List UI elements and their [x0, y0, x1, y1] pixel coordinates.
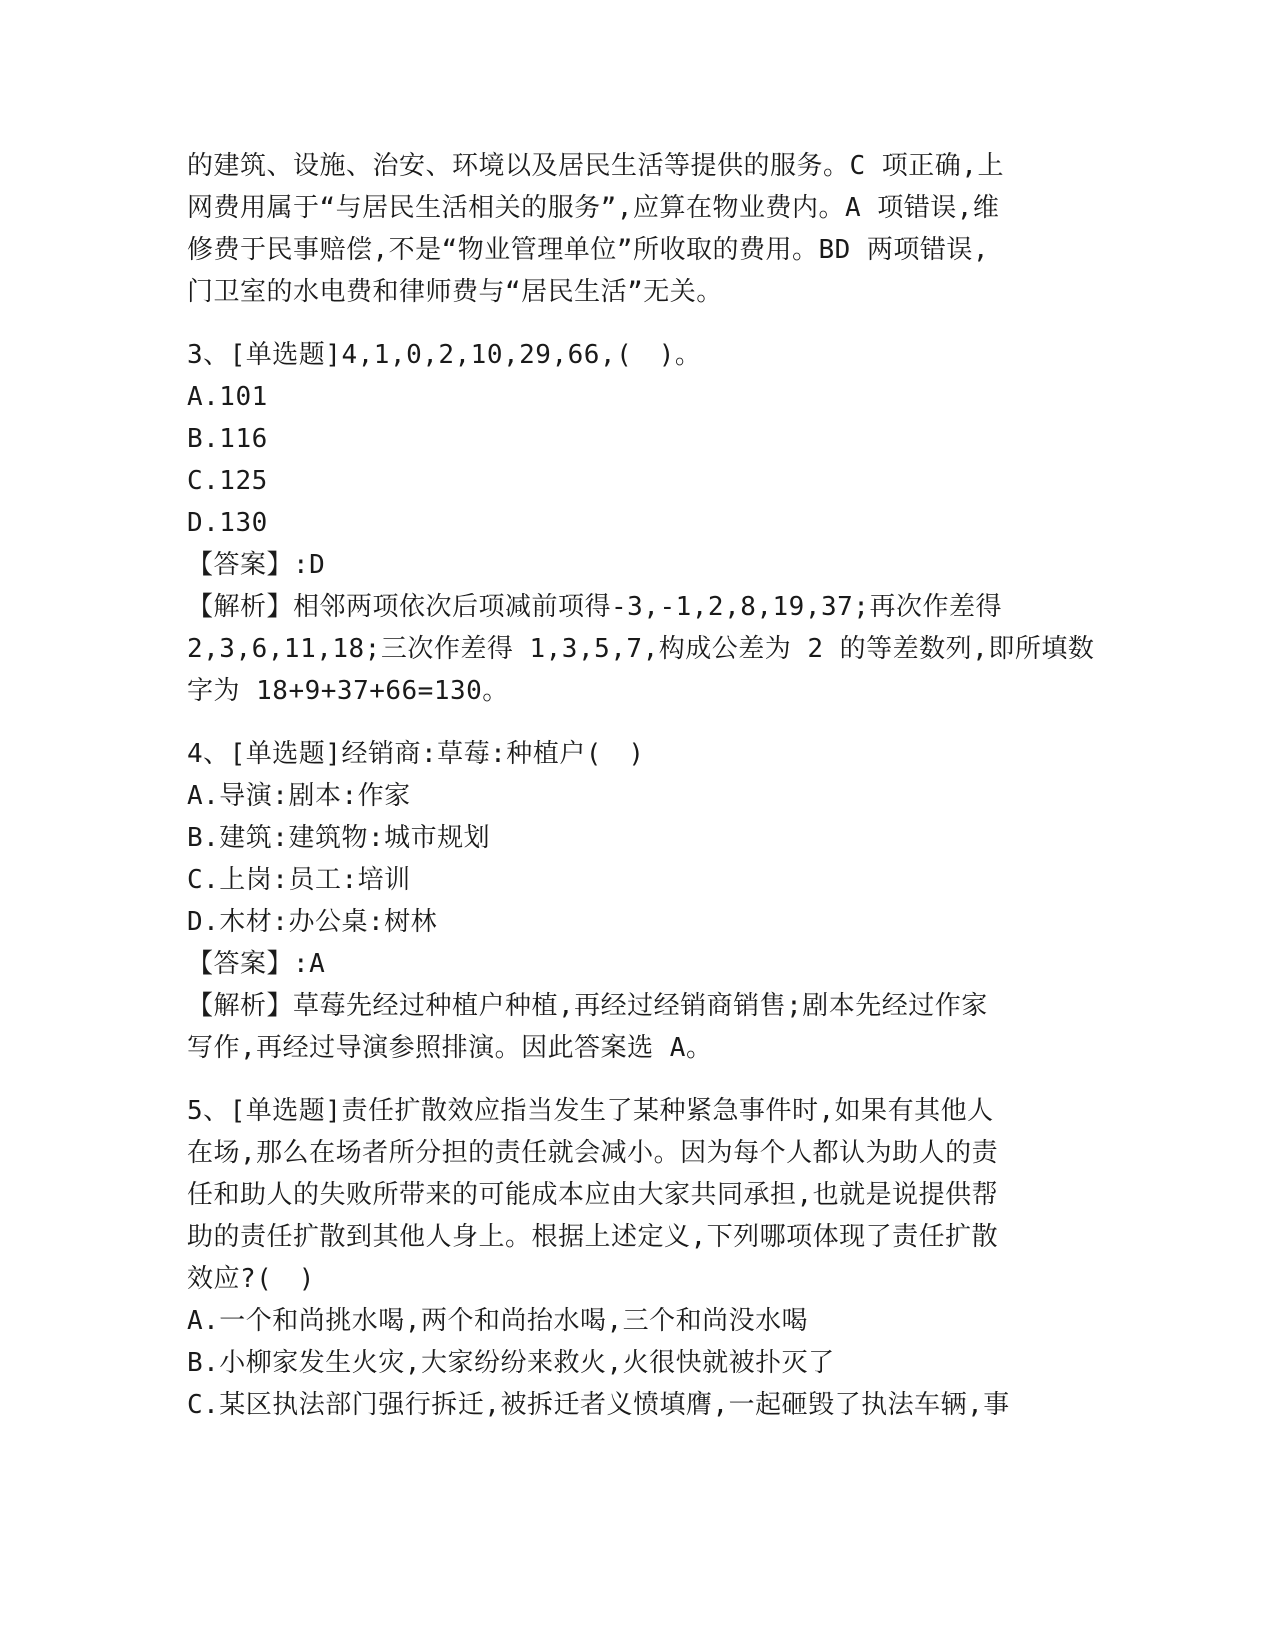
- explanation-line: 的建筑、设施、治安、环境以及居民生活等提供的服务。C 项正确,上: [187, 151, 1004, 181]
- question-5-stem: 在场,那么在场者所分担的责任就会减小。因为每个人都认为助人的责: [187, 1138, 999, 1168]
- explanation-line: 修费于民事赔偿,不是“物业管理单位”所收取的费用。BD 两项错误,: [187, 235, 990, 265]
- question-4-analysis: 【解析】草莓先经过种植户种植,再经过经销商销售;剧本先经过作家: [187, 991, 988, 1021]
- question-3-option-a: A.101: [187, 382, 268, 412]
- question-3-analysis: 字为 18+9+37+66=130。: [187, 676, 509, 706]
- question-3-option-d: D.130: [187, 508, 268, 538]
- question-4-option-c: C.上岗:员工:培训: [187, 865, 411, 895]
- question-3-option-c: C.125: [187, 466, 268, 496]
- question-5-stem: 助的责任扩散到其他人身上。根据上述定义,下列哪项体现了责任扩散: [187, 1222, 999, 1252]
- question-4-answer: 【答案】:A: [187, 949, 326, 979]
- explanation-line: 门卫室的水电费和律师费与“居民生活”无关。: [187, 277, 723, 307]
- explanation-line: 网费用属于“与居民生活相关的服务”,应算在物业费内。A 项错误,维: [187, 193, 1000, 223]
- question-4-stem: 4、[单选题]经销商:草莓:种植户( ): [187, 739, 645, 769]
- question-4-option-a: A.导演:剧本:作家: [187, 781, 411, 811]
- question-4-option-d: D.木材:办公桌:树林: [187, 907, 438, 937]
- question-5-stem: 效应?( ): [187, 1264, 315, 1294]
- question-5-stem: 5、[单选题]责任扩散效应指当发生了某种紧急事件时,如果有其他人: [187, 1096, 994, 1126]
- question-5-option-a: A.一个和尚挑水喝,两个和尚抬水喝,三个和尚没水喝: [187, 1306, 809, 1336]
- question-5-option-c: C.某区执法部门强行拆迁,被拆迁者义愤填膺,一起砸毁了执法车辆,事: [187, 1390, 1010, 1420]
- question-3-analysis: 【解析】相邻两项依次后项减前项得-3,-1,2,8,19,37;再次作差得: [187, 592, 1002, 622]
- question-3-analysis: 2,3,6,11,18;三次作差得 1,3,5,7,构成公差为 2 的等差数列,即所填数: [187, 634, 1095, 664]
- question-3-answer: 【答案】:D: [187, 550, 326, 580]
- question-5-stem: 任和助人的失败所带来的可能成本应由大家共同承担,也就是说提供帮: [187, 1180, 999, 1210]
- question-4-option-b: B.建筑:建筑物:城市规划: [187, 823, 491, 853]
- question-4-analysis: 写作,再经过导演参照排演。因此答案选 A。: [187, 1033, 713, 1063]
- question-3-stem: 3、[单选题]4,1,0,2,10,29,66,( )。: [187, 340, 702, 370]
- question-5-option-b: B.小柳家发生火灾,大家纷纷来救火,火很快就被扑灭了: [187, 1348, 835, 1378]
- question-3-option-b: B.116: [187, 424, 268, 454]
